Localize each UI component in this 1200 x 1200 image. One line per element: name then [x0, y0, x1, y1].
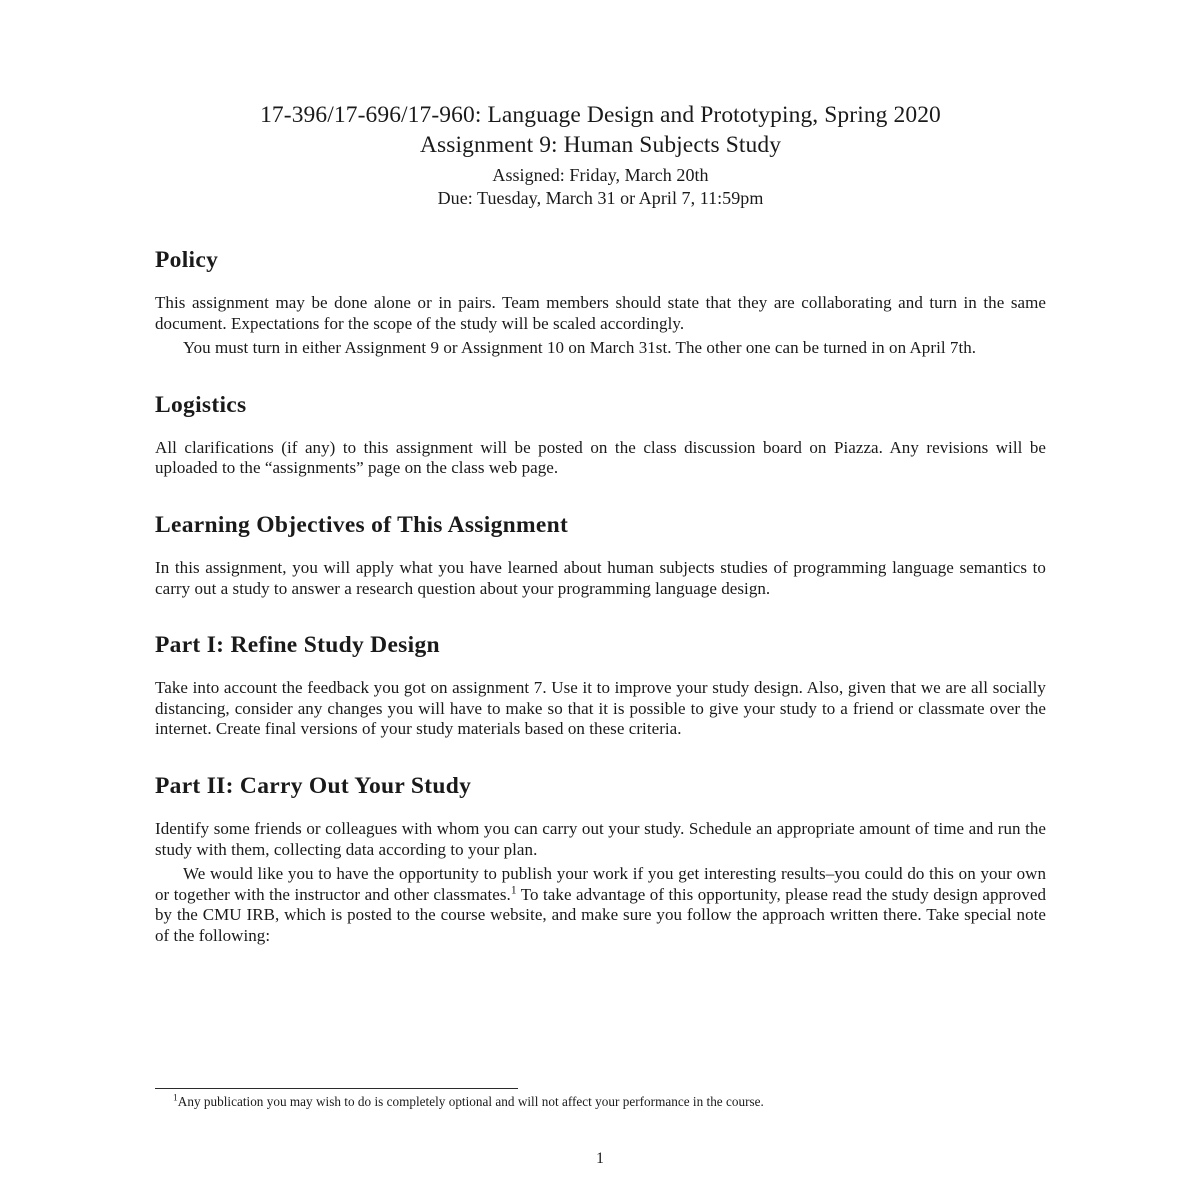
footnote-separator-rule: [155, 1088, 518, 1089]
policy-paragraph-2: You must turn in either Assignment 9 or Assignment 10 on March 31st. The other one can be turned in on April 7th.: [183, 338, 977, 358]
footnote-entry: [155, 1094, 1046, 1110]
date-block: [155, 164, 1046, 209]
document-content: [155, 100, 1046, 947]
assigned-date-line: Assigned: Friday, March 20th: [492, 165, 709, 185]
course-title-line: 17-396/17-696/17-960: Language Design and Prototyping, Spring 2020: [260, 102, 941, 128]
document-title-block: [155, 100, 1046, 209]
part-ii-paragraph-1: Identify some friends or colleagues with whom you can carry out your study. Schedule an appropriate amount of time and run the study with them, collecting data according to your plan.: [155, 818, 1046, 859]
heading-learning-objectives: Learning Objectives of This Assignment: [155, 511, 569, 538]
due-date-line: Due: Tuesday, March 31 or April 7, 11:59pm: [437, 187, 764, 208]
page-number: 1: [596, 1150, 604, 1167]
part-ii-paragraph-2-pre: We would like you to have the opportunity to publish your work if you get interesting results–you could do this on your own or together with the instructor and other classmates.: [155, 864, 1046, 904]
policy-paragraph-1: This assignment may be done alone or in pairs. Team members should state that they are collaborating and turn in the same document. Expectations for the scope of the study will be scaled accordingly.: [155, 293, 1046, 333]
part-i-paragraph-1: Take into account the feedback you got on assignment 7. Use it to improve your study design. Also, given that we are all socially distancing, consider any changes you will have to make so that it is possible to give your study to a friend or classmate over the internet. Create final versions of your study materials based on these criteria.: [155, 678, 1046, 739]
heading-logistics: Logistics: [155, 391, 247, 418]
logistics-paragraph-1: All clarifications (if any) to this assignment will be posted on the class discussion board on Piazza. Any revisions will be uploaded to the “assignments” page on the class web page.: [155, 437, 1046, 478]
heading-part-ii: Part II: Carry Out Your Study: [155, 772, 472, 799]
footnote-number: 1: [173, 1093, 178, 1104]
footnote-reference-marker[interactable]: 1: [510, 884, 517, 897]
part-ii-paragraph-2: [155, 864, 1046, 946]
footnote-area: [155, 1088, 1046, 1110]
heading-part-i: Part I: Refine Study Design: [155, 632, 440, 659]
learning-objectives-paragraph-1: In this assignment, you will apply what you have learned about human subjects studies of programming language semantics to carry out a study to answer a research question about your programming language design.: [155, 557, 1046, 598]
assignment-title-line: Assignment 9: Human Subjects Study: [419, 132, 782, 158]
part-ii-paragraph-2-post: To take advantage of this opportunity, please read the study design approved by the CMU IRB, which is posted to the course website, and make sure you follow the approach written there. Take special note of the following:: [155, 884, 1047, 945]
heading-policy: Policy: [155, 247, 219, 273]
footnote-body-text: Any publication you may wish to do is completely optional and will not affect your performance in the course.: [177, 1094, 764, 1109]
